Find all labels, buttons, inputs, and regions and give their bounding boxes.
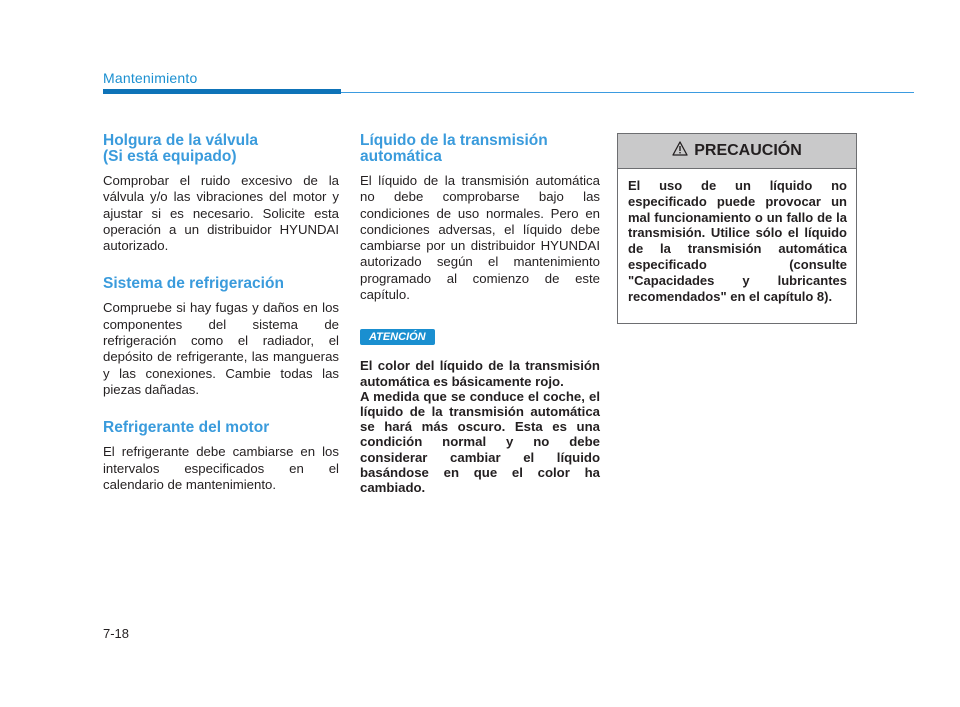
- section-title: [103, 133, 339, 165]
- header-rule-thick: [103, 89, 341, 94]
- caution-header: [618, 134, 856, 169]
- section-title-line1: Holgura de la válvula: [103, 132, 259, 149]
- caution-title: PRECAUCIÓN: [694, 142, 802, 159]
- section-engine-coolant: [103, 420, 339, 493]
- page-number: 7-18: [103, 626, 130, 641]
- section-body: Comprobar el ruido excesivo de la válvula y/o las vibraciones del motor y ajustar si es necesario. Solicite esta operación a un distribuidor HYUNDAI autorizado.: [103, 173, 339, 254]
- column-right: [617, 133, 857, 324]
- section-title-line1: Líquido de la transmisión: [360, 132, 548, 149]
- attention-notice: [360, 358, 600, 495]
- section-body: Compruebe si hay fugas y daños en los componentes del sistema de refrigeración como el radiador, el depósito de refrigerante, las mangueras y las conexiones. Cambie todas las piezas dañadas.: [103, 300, 339, 397]
- section-body: El refrigerante debe cambiarse en los intervalos especificados en el calendario de mantenimiento.: [103, 444, 339, 492]
- section-title-line2: (Si está equipado): [103, 148, 237, 165]
- column-left: [103, 133, 339, 493]
- notice-paragraph: A medida que se conduce el coche, el líquido de la transmisión automática se hará más oscuro. Esta es una condición normal y no debe considerar cambiar el líquido basándose en que el color ha cambiado.: [360, 388, 600, 495]
- attention-badge: ATENCIÓN: [360, 329, 435, 345]
- section-header: Mantenimiento: [103, 70, 198, 86]
- caution-body: El uso de un líquido no especificado puede provocar un mal funcionamiento o un fallo de la transmisión. Utilice sólo el líquido de la transmisión automática especificado (consulte "Capacidades y lubricantes recomendados" en el capítulo 8).: [628, 178, 847, 304]
- warning-triangle-icon: [672, 141, 688, 161]
- section-body: El líquido de la transmisión automática no debe comprobarse bajo las condiciones de uso normales. Pero en condiciones adversas, el líquido debe cambiarse por un distribuidor HYUNDAI autorizado según el mantenimiento programado al comienzo de este capítulo.: [360, 173, 600, 303]
- header-rule-thin: [341, 92, 914, 93]
- section-title: [360, 133, 600, 165]
- section-cooling-system: [103, 276, 339, 398]
- section-title-line2: automática: [360, 148, 442, 165]
- notice-paragraph: El color del líquido de la transmisión automática es básicamente rojo.: [360, 358, 600, 389]
- column-middle: [360, 133, 600, 495]
- section-title: Sistema de refrigeración: [103, 275, 284, 293]
- section-valve-clearance: [103, 133, 339, 254]
- caution-box: [617, 133, 857, 324]
- section-title: Refrigerante del motor: [103, 419, 270, 437]
